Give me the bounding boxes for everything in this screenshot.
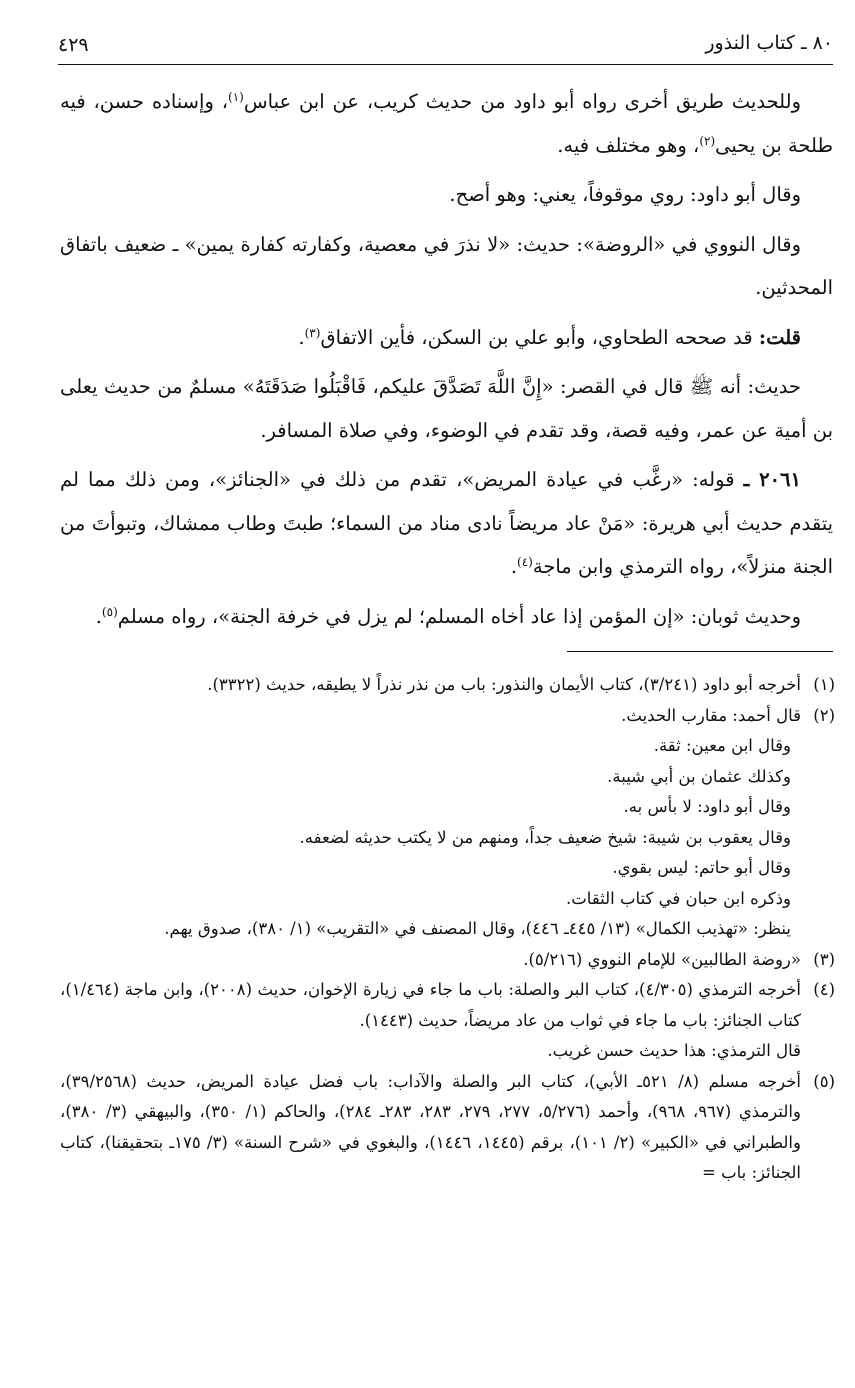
paragraph: ٢٠٦١ ـ قوله: «رغَّب في عيادة المريض»، تقدم من ذلك في «الجنائز»، ومن ذلك مما لم يتقدم حديث أبي هريرة: «مَنْ عاد مريضاً نادى مناد من السماء؛ طبتَ وطاب ممشاك، وتبوأتَ من الجنة منزلاً»، رواه الترمذي وابن ماجة$^{(٤)}$. xyxy=(60,468,833,578)
footnote-divider xyxy=(567,651,833,652)
paragraph: حديث: أنه ﷺ قال في القصر: «إِنَّ اللَّهَ تَصَدَّقَ عليكم، فَاقْبَلُوا صَدَقَتَهُ» مسلمٌ من حديث يعلى بن أمية عن عمر، وفيه قصة، وقد تقدم في الوضوء، وفي صلاة المسافر. xyxy=(60,375,833,442)
main-text xyxy=(60,80,833,644)
running-header xyxy=(58,28,833,65)
footnote: (١) أخرجه أبو داود (٣/٢٤١)، كتاب الأيمان والنذور: باب من نذر نذراً لا يطيقه، حديث (٣٣٢٢). xyxy=(60,670,835,701)
qultu-label: قلت: xyxy=(758,325,801,349)
footnote: (٢) قال أحمد: مقارب الحديث. وقال ابن معين: ثقة. وكذلك عثمان بن أبي شيبة. وقال أبو داود: لا بأس به. وقال يعقوب بن شيبة: شيخ ضعيف جداً، ومنهم من لا يكتب حديثه لضعفه. وقال أبو حاتم: ليس بقوي. وذكره ابن حبان في كتاب الثقات. ينظر: «تهذيب الكمال» (١٣/ ٤٤٥ـ ٤٤٦)، وقال المصنف في «التقريب» (١/ ٣٨٠)، صدوق يهم. xyxy=(60,701,835,945)
paragraph: قلت: قد صححه الطحاوي، وأبو علي بن السكن، فأين الاتفاق$^{(٣)}$. xyxy=(298,325,801,349)
chapter-title: ٨٠ ـ كتاب النذور xyxy=(705,32,833,54)
paragraph: وللحديث طريق أخرى رواه أبو داود من حديث كريب، عن ابن عباس$^{(١)}$، وإسناده حسن، فيه طلحة بن يحيى$^{(٢)}$، وهو مختلف فيه. xyxy=(60,90,833,157)
entry-number: ٢٠٦١ ـ xyxy=(743,468,801,491)
footnote-ref[interactable]: (٥) xyxy=(101,604,118,619)
footnote: (٤) أخرجه الترمذي (٤/٣٠٥)، كتاب البر والصلة: باب ما جاء في زيارة الإخوان، حديث (٢٠٠٨)، وابن ماجة (١/٤٦٤)، كتاب الجنائز: باب ما جاء في ثواب من عاد مريضاً، حديث (١٤٤٣). قال الترمذي: هذا حديث حسن غريب. xyxy=(60,975,835,1067)
footnote-ref[interactable]: (٣) xyxy=(304,325,321,340)
footnote-number: (٤) xyxy=(813,980,835,999)
footnote: (٥) أخرجه مسلم (٨/ ٥٢١ـ الأبي)، كتاب البر والصلة والآداب: باب فضل عيادة المريض، حديث (٣٩/٢٥٦٨)، والترمذي (٩٦٧، ٩٦٨)، وأحمد (٥/٢٧٦، ٢٧٧، ٢٧٩، ٢٨٣، ٢٨٣ـ ٢٨٤)، والحاكم (١/ ٣٥٠)، والبيهقي (٣/ ٣٨٠)، والطبراني في «الكبير» (٢/ ١٠١)، برقم (١٤٤٥، ١٤٤٦)، والبغوي في «شرح السنة» (٣/ ١٧٥ـ بتحقيقنا)، كتاب الجنائز: باب = xyxy=(60,1067,835,1189)
footnote-number: (١) xyxy=(813,675,835,694)
paragraph: وحديث ثوبان: «إن المؤمن إذا عاد أخاه المسلم؛ لم يزل في خرفة الجنة»، رواه مسلم$^{(٥)}$. xyxy=(95,604,801,628)
footnote-ref[interactable]: (١) xyxy=(228,90,244,104)
footnote-ref[interactable]: (٢) xyxy=(699,133,716,148)
page-number: ٤٢٩ xyxy=(58,34,89,56)
footnote-number: (٣) xyxy=(813,949,835,969)
footnotes xyxy=(60,670,835,1189)
paragraph: وقال النووي في «الروضة»: حديث: «لا نذرَ في معصية، وكفارته كفارة يمين» ـ ضعيف باتفاق المحدثين. xyxy=(60,232,833,299)
footnote-number: (٢) xyxy=(813,705,835,725)
footnote-number: (٥) xyxy=(813,1071,835,1091)
paragraph: وقال أبو داود: روي موقوفاً، يعني: وهو أصح. xyxy=(449,183,801,206)
footnote: (٣) «روضة الطالبين» للإمام النووي (٥/٢١٦). xyxy=(60,945,835,976)
footnote-ref[interactable]: (٤) xyxy=(517,555,533,569)
